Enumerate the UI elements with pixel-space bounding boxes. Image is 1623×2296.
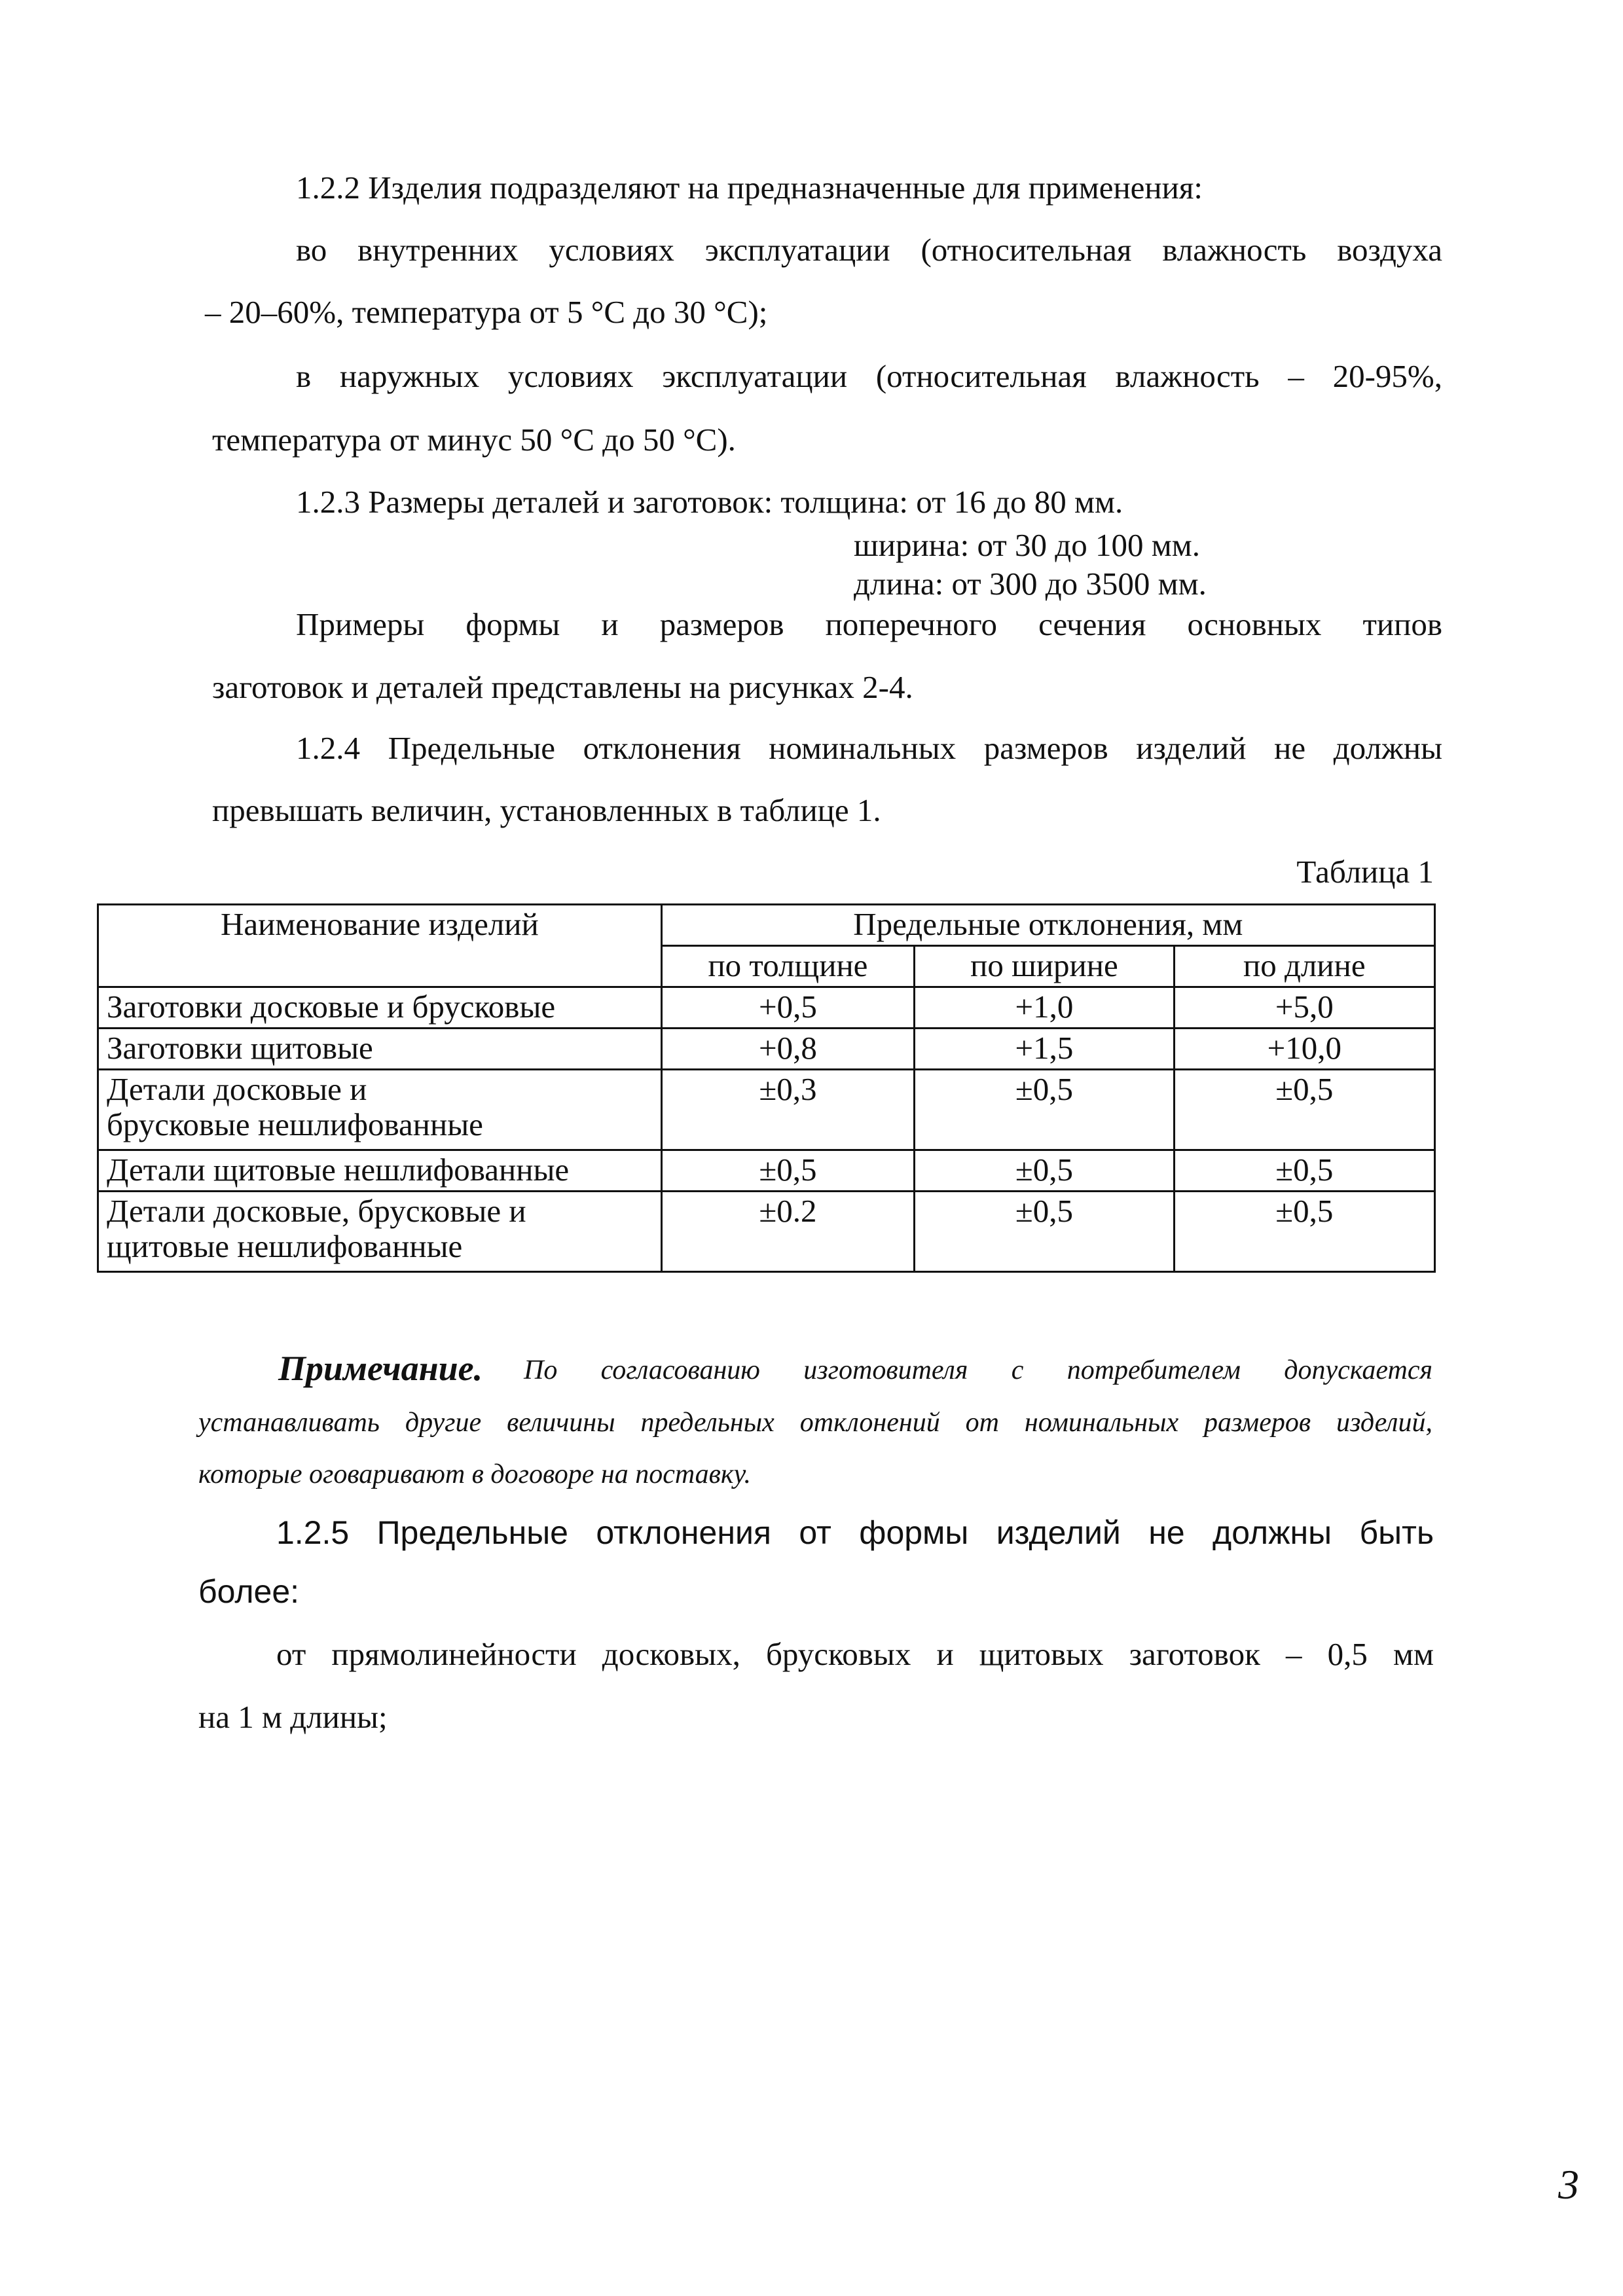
table-row xyxy=(98,987,1435,1029)
cell-length: ±0,5 xyxy=(1174,1150,1434,1192)
cell-thickness: +0,8 xyxy=(661,1029,915,1070)
paragraph-1-2-2-line: в наружных условиях эксплуатации (относительная влажность – 20-95%, xyxy=(296,358,1442,394)
table-row xyxy=(98,1150,1435,1192)
cell-product-name-line: Детали досковые, брусковые и xyxy=(107,1193,526,1229)
paragraph-1-2-3-width: ширина: от 30 до 100 мм. xyxy=(854,527,1200,563)
cell-length: +5,0 xyxy=(1174,987,1434,1029)
paragraph-1-2-3-length: длина: от 300 до 3500 мм. xyxy=(854,566,1207,602)
cell-product-name: Заготовки досковые и брусковые xyxy=(98,987,662,1029)
paragraph-1-2-4-line: 1.2.4 Предельные отклонения номинальных размеров изделий не должны xyxy=(296,730,1442,766)
cell-product-name: Заготовки щитовые xyxy=(98,1029,662,1070)
cell-length: ±0,5 xyxy=(1174,1192,1434,1272)
paragraph-1-2-2-line: температура от минус 50 °С до 50 °С). xyxy=(212,422,736,458)
paragraph-1-2-5-line: 1.2.5 Предельные отклонения от формы изделий не должны быть xyxy=(276,1514,1434,1551)
paragraph-1-2-5-line: на 1 м длины; xyxy=(198,1699,388,1735)
examples-paragraph-line: заготовок и деталей представлены на рисунках 2-4. xyxy=(212,669,913,705)
header-by-length: по длине xyxy=(1174,946,1434,987)
cell-product-name-line: Детали досковые и xyxy=(107,1071,367,1107)
cell-product-name: Детали щитовые нешлифованные xyxy=(98,1150,662,1192)
cell-width: ±0,5 xyxy=(915,1192,1174,1272)
cell-product-name xyxy=(98,1192,662,1272)
note-line: которые оговаривают в договоре на поставку. xyxy=(198,1459,752,1489)
cell-thickness: ±0,3 xyxy=(661,1070,915,1150)
header-by-thickness: по толщине xyxy=(661,946,915,987)
header-by-width: по ширине xyxy=(915,946,1174,987)
examples-paragraph-line: Примеры формы и размеров поперечного сечения основных типов xyxy=(296,606,1442,642)
paragraph-1-2-5-line: более: xyxy=(198,1573,300,1610)
cell-length: ±0,5 xyxy=(1174,1070,1434,1150)
cell-product-name-line: щитовые нешлифованные xyxy=(107,1228,463,1264)
deviations-table xyxy=(97,903,1436,1273)
cell-width: +1,5 xyxy=(915,1029,1174,1070)
cell-product-name xyxy=(98,1070,662,1150)
header-product-name: Наименование изделий xyxy=(98,905,662,987)
page-number: 3 xyxy=(1558,2161,1579,2208)
note-line: устанавливать другие величины предельных отклонений от номинальных размеров изделий, xyxy=(198,1408,1432,1438)
paragraph-1-2-2-line: – 20–60%, температура от 5 °С до 30 °С); xyxy=(205,294,768,330)
paragraph-1-2-5-line: от прямолинейности досковых, брусковых и щитовых заготовок – 0,5 мм xyxy=(276,1636,1434,1672)
table-row xyxy=(98,1070,1435,1150)
paragraph-1-2-3-line: 1.2.3 Размеры деталей и заготовок: толщина: от 16 до 80 мм. xyxy=(296,484,1123,520)
table-row xyxy=(98,1029,1435,1070)
paragraph-1-2-2-line: во внутренних условиях эксплуатации (относительная влажность воздуха xyxy=(296,232,1442,268)
cell-width: ±0,5 xyxy=(915,1150,1174,1192)
note-label: Примечание. xyxy=(278,1349,483,1388)
table-caption: Таблица 1 xyxy=(1296,854,1434,890)
paragraph-1-2-4-line: превышать величин, установленных в таблице 1. xyxy=(212,792,881,828)
cell-thickness: ±0,5 xyxy=(661,1150,915,1192)
header-deviations-group: Предельные отклонения, мм xyxy=(661,905,1434,946)
cell-thickness: ±0.2 xyxy=(661,1192,915,1272)
cell-width: +1,0 xyxy=(915,987,1174,1029)
cell-product-name-line: брусковые нешлифованные xyxy=(107,1106,483,1142)
cell-length: +10,0 xyxy=(1174,1029,1434,1070)
table-row xyxy=(98,1192,1435,1272)
cell-thickness: +0,5 xyxy=(661,987,915,1029)
cell-width: ±0,5 xyxy=(915,1070,1174,1150)
paragraph-1-2-2-title: 1.2.2 Изделия подразделяют на предназначенные для применения: xyxy=(296,170,1203,206)
note-line: По согласованию изготовителя с потребителем допускается xyxy=(524,1355,1432,1385)
